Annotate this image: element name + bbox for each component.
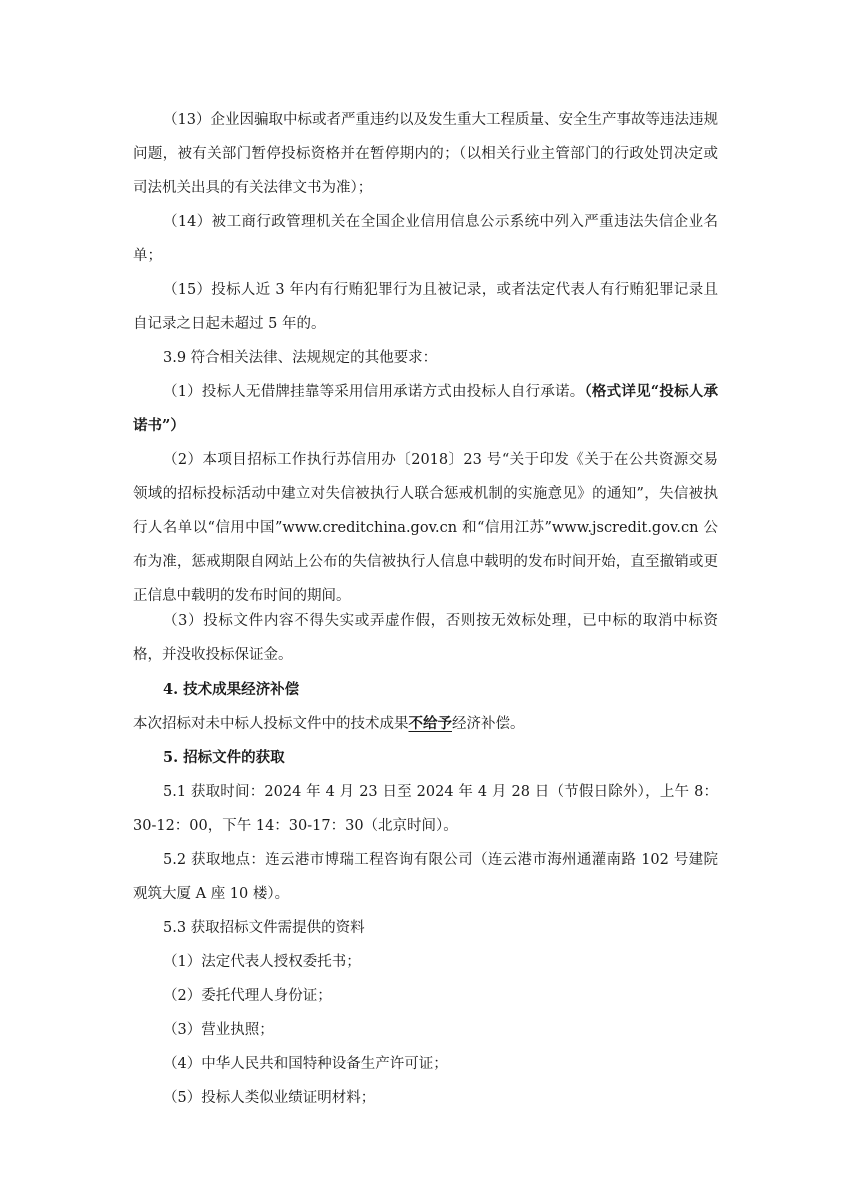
section-3-9-item-2: （2）本项目招标工作执行苏信用办〔2018〕23 号“关于印发《关于在公共资源交易领域的招标投标活动中建立对失信被执行人联合惩戒机制的实施意见》的通知”，失信被执行人名单以“信用中国”www.creditchina.gov.cn 和“信用江苏”www.jscredit.gov.cn 公布为准，惩戒期限自网站上公布的失信被执行人信息中载明的发布时间开始，直至撤销或更正信息中载明的发布时间的期间。 [133,452,718,604]
list-item: （2）委托代理人身份证； [163,988,332,1004]
section-4-text-after: 经济补偿。 [452,716,525,732]
section-4-text-before: 本次招标对未中标人投标文件中的技术成果 [133,716,409,732]
section-3-9-item-3: （3）投标文件内容不得失实或弄虚作假，否则按无效标处理，已中标的取消中标资格，并没收投标保证金。 [133,613,718,663]
section-5-1: 5.1 获取时间：2024 年 4 月 23 日至 2024 年 4 月 28 日（节假日除外），上午 8：30-12：00，下午 14：30-17：30（北京时间）。 [133,784,718,834]
paragraph-item-15: （15）投标人近 3 年内有行贿犯罪行为且被记录，或者法定代表人有行贿犯罪记录且自记录之日起未超过 5 年的。 [133,282,718,332]
list-item: （1）法定代表人授权委托书； [163,954,361,970]
section-4-heading: 4. 技术成果经济补偿 [163,681,300,698]
item-1-format-note: （格式详见“投标人承诺书”） [133,383,718,434]
item-1-text: （1）投标人无借牌挂靠等采用信用承诺方式由投标人自行承诺。 [163,384,585,400]
section-5-2: 5.2 获取地点：连云港市博瑞工程咨询有限公司（连云港市海州通灌南路 102 号建院观筑大厦 A 座 10 楼）。 [133,852,718,902]
list-item: （3）营业执照； [163,1022,274,1038]
list-item: （4）中华人民共和国特种设备生产许可证； [163,1056,448,1072]
section-3-9-heading: 3.9 符合相关法律、法规规定的其他要求： [163,350,438,366]
paragraph-item-13: （13）企业因骗取中标或者严重违约以及发生重大工程质量、安全生产事故等违法违规问题，被有关部门暂停投标资格并在暂停期内的；（以相关行业主管部门的行政处罚决定或司法机关出具的有关法律文书为准）； [133,112,718,196]
section-3-9-item-1 [133,375,718,443]
section-4-emphasis: 不给予 [408,715,452,732]
list-item: （5）投标人类似业绩证明材料； [163,1090,376,1106]
section-5-3-heading: 5.3 获取招标文件需提供的资料 [163,920,365,936]
paragraph-item-14: （14）被工商行政管理机关在全国企业信用信息公示系统中列入严重违法失信企业名单； [133,214,718,264]
section-5-heading: 5. 招标文件的获取 [163,749,285,766]
section-4-body [133,707,718,741]
